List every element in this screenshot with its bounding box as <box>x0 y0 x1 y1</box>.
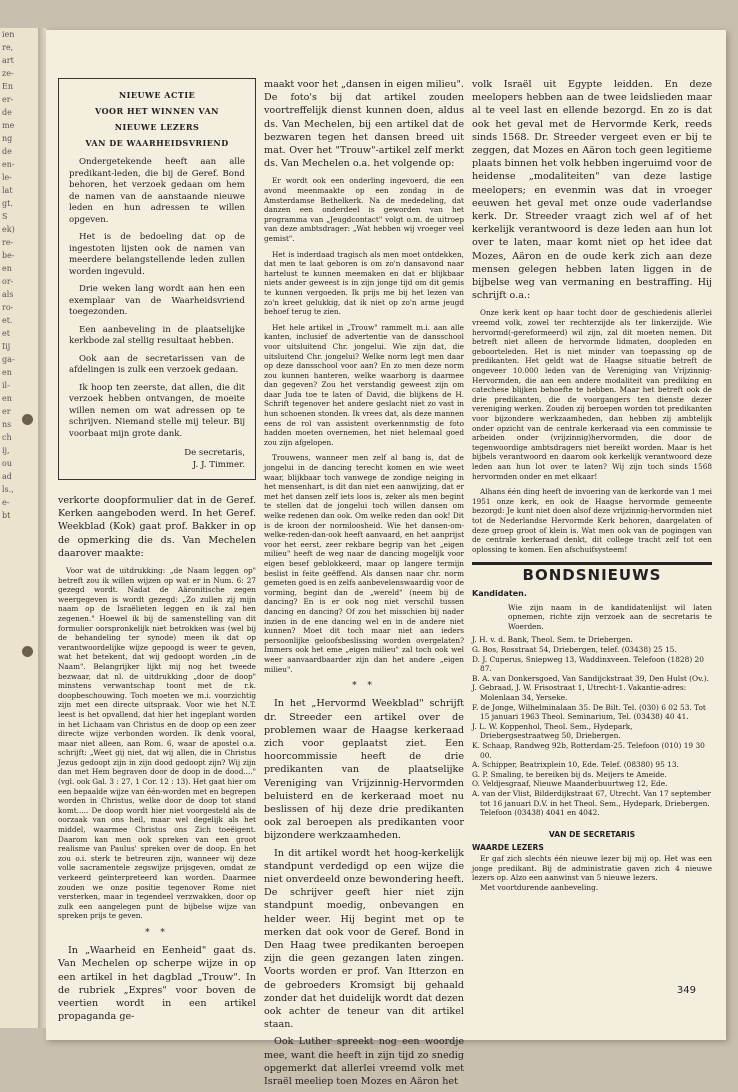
quote-paragraph: Voor wat de uitdrukking: „de Naam leggen op" betreft zou ik willen wijzen op wat er in Num. 6: 27 gezegd wordt. Nadat de Aäronitische zegen weergegeven is wordt gezegd: „Zo zullen zij mijn naam op de Israëlieten leggen en ik zal hen zegenen." Hoewel ik bij de samenstelling van dit formulier oorspronkelijk niet betrokken was (wel bij de behandeling ter synode) meen ik dat op verantwoordelijke wijze gepoogd is weer te geven, wat het betekent, dat wij gedoopt worden „in de Naam". Belangrijker lijkt mij nog het tweede bezwaar, dat nl. de uitdrukking „door de doop" minstens verwantschap toont met de r.k. doopbeschouwing. Toch moeten we m.i. voorzichtig zijn met een directe uitspraak. Voor wie het N.T. leest is het opvallend, dat hier het ingeplant worden in het Lichaam van Christus en de doop op een zeer directe wijze verbonden worden. Ik denk vooral, maar niet alleen, aan Rom. 6, waar de apostel o.a. schrijft: „Weet gij niet, dat wij allen, die in Christus Jezus gedoopt zijn in zijn dood gedoopt zijn? Wij zijn dan met Hem begraven door de doop in de dood...." (vgl. ook Gal. 3 : 27, 1 Cor. 12 : 13). Het gaat hier om een bepaalde wijze van één-worden met en begrepen worden in Christus, welke door de doop tot stand komt..... De doop wordt hier niet voorgesteld als de oorzaak van ons heil, maar wel degelijk als het middel, waarmee Christus ons Zich toeëigent. Daarom kan men ook spreken van een groot realisme van Paulus' spreken over de doop. En het zou o.i. sterk te betreuren zijn, wanneer wij deze volle sacramentele zegswijze prijsgeven, omdat ze verkeerd geïnterpreteerd kan worden. Daarmee zouden we onze positie tegenover Rome niet versterken, maar in tegendeel verzwakken, door op zulk een aangelegen punt de bijbelse wijze van spreken prijs te geven. <box>58 566 256 921</box>
candidate-entry: O. Veldjesgraaf, Nieuwe Maanderbuurtweg 12, Ede. <box>472 779 668 789</box>
prev-page-fragment: ls., <box>2 485 14 494</box>
notice-box <box>58 78 256 480</box>
body-paragraph: volk Israël uit Egypte leidden. En deze meelopers hebben aan de twee leidslieden maar al te veel last en ellende bezorgd. En zo is dat ook het geval met de Hervormde Kerk, reeds sinds 1568. Dr. Streeder vergeet even er bij te zeggen, dat Mozes en Aäron toch geen legitieme plaats binnen het volk hebben ingeruimd voor de heidense „modaliteiten" van deze lastige meelopers; en evenmin was dat in vroeger eeuwen het geval met onze oude vaderlandse kerk. Dr. Streeder vraagt zich wel af of het kerkelijk verantwoord is deze leden aan hun lot over te laten, maar komt niet op het idee dat Mozes, Aäron en de oude kerk zich aan deze mensen gelegen hebben laten liggen in de bijbelse weg van vermaning en bestraffing. Hij schrijft o.a.: <box>472 79 712 302</box>
prev-page-fragment: lat <box>2 186 13 195</box>
signature-role: De secretaris, <box>184 448 245 458</box>
magazine-page <box>46 30 726 1087</box>
prev-page-fragment: de <box>2 147 12 156</box>
prev-page-fragment: S <box>2 212 8 221</box>
prev-page-fragment: be- <box>2 251 15 260</box>
notice-paragraph: Ik hoop ten zeerste, dat allen, die dit verzoek hebben ontvangen, de moeite willen nemen om wat adressen op te schrijven. Niemand stelle mij teleur. Bij voorbaat mijn grote dank. <box>69 382 245 439</box>
notice-paragraph: Ook aan de secretarissen van de afdelingen is zulk een verzoek gedaan. <box>69 353 245 375</box>
page-number: 349 <box>676 985 696 996</box>
secretary-body: Er gaf zich slechts één nieuwe lezer bij mij op. Het was een jonge predikant. Bij de administratie gaven zich 4 nieuwe lezers op. Alzo een aanwinst van 5 nieuwe lezers. <box>472 854 712 883</box>
prev-page-fragment: Iij <box>2 342 11 351</box>
candidate-entry: J. H. v. d. Bank, Theol. Sem. te Driebergen. <box>472 635 633 645</box>
section-heading-bondsnieuws: BONDSNIEUWS <box>472 562 712 582</box>
prev-page-fragment: et <box>2 329 10 338</box>
candidate-entry: G. Bos, Rosstraat 54, Driebergen, telef. (03438) 25 15. <box>472 645 677 655</box>
candidate-entry: A. van der Vlist, Bilderdijkstraat 67, Utrecht. Van 17 september tot 16 januari D.V. in het Theol. Sem., Hydepark, Driebergen. Telefoon (03438) 4041 en 4042. <box>472 788 711 818</box>
body-paragraph: verkorte doopformulier dat in de Geref. Kerken aangeboden werd. In het Geref. Weekblad (Kok) gaat prof. Bakker in op de opmerking die ds. Van Mechelen daarover maakte: <box>58 495 256 559</box>
prev-page-fragment: en <box>2 368 12 377</box>
prev-page-fragment: ns <box>2 420 12 429</box>
candidate-entry: F. de Jonge, Wilhelminalaan 35. De Bilt. Tel. (030) 6 02 53. Tot 15 januari 1963 Theol. Seminarium, Tel. (03438) 40 41. <box>472 702 706 722</box>
prev-page-fragment: et. <box>2 316 13 325</box>
section-divider: * * <box>352 681 376 692</box>
previous-page-edge <box>0 28 40 1028</box>
prev-page-fragment: de <box>2 108 12 117</box>
body-paragraph: In dit artikel wordt het hoog-kerkelijk standpunt verdedigd op een wijze die niet onverdeeld onze bewondering heeft. De schrijver geeft hier niet zijn standpunt moedig, onbevangen en helder weer. Hij begint met op te merken dat ook voor de Geref. Bond in Den Haag twee predikanten beroepen zijn die geen gezangen laten zingen. Voorts worden er prof. Van Itterzon en de gebroeders Kromsigt bij gehaald zonder dat het duidelijk wordt dat dezen ook achter de teneur van dit artikel staan. <box>264 847 464 1031</box>
prev-page-fragment: en <box>2 394 12 403</box>
quote-paragraph: Het is inderdaad tragisch als men moet ontdekken, dat men te laat geboren is om zo'n dansavond naar hartelust te kunnen meemaken en dat er blijkbaar niets ander geweest is in zijn jonge tijd om dit gemis te kunnen vergoeden. Ik prijs me bij het lezen van zo'n kreet gelukkig, dat ik niet op zo'n arme jeugd behoef terug te zien. <box>264 249 464 317</box>
prev-page-fragment: re- <box>2 238 14 247</box>
prev-page-fragment: le- <box>2 173 12 182</box>
column-left <box>58 78 256 1027</box>
signature-name: J. J. Timmer. <box>192 459 245 470</box>
quote-paragraph: Er wordt ook een onderling ingevoerd, die een avond meenmaakte op een zondag in de Amsterdamse Bethelkerk. Na de mededeling, dat danzen een onderdeel is geworden van het programma van „Jeugdcontact" volgt o.m. de uitroep van deze ambtsdrager: „Wat hebben wij vroeger veel gemist". <box>264 176 464 243</box>
body-paragraph: maakt voor het „dansen in eigen milieu". De foto's bij dat artikel zouden voortreffelijk dienst kunnen doen, aldus ds. Van Mechelen, bij een artikel dat de bezwaren tegen het dansen breed uit mat. Over het "Trouw"-artikel zelf merkt ds. Van Mechelen o.a. het volgende op: <box>264 79 464 170</box>
prev-page-fragment: art <box>2 56 14 65</box>
column-right <box>472 78 712 893</box>
prev-page-fragment: re, <box>2 43 14 52</box>
prev-page-fragment: ij, <box>2 446 10 455</box>
secretary-body: Met voortdurende aanbeveling. <box>480 882 599 892</box>
prev-page-fragment: en <box>2 264 12 273</box>
prev-page-fragment: ng <box>2 134 13 143</box>
prev-page-fragment: bt <box>2 511 11 520</box>
prev-page-fragment: en- <box>2 160 15 169</box>
body-paragraph: Ook Luther spreekt nog een woordje mee, want die heeft in zijn tijd zo snedig opgemerkt dat allerlei vreemd volk met Israël meeliep toen Mozes en Aäron het <box>264 1036 464 1087</box>
prev-page-fragment: als <box>2 290 14 299</box>
column-middle <box>264 78 464 1092</box>
candidate-entry: J. Gebraad, J. W. Frisostraat 1, Utrecht-1. Vakantie-adres: Molenlaan 34, Yerseke. <box>472 683 687 703</box>
prev-page-fragment: il- <box>2 381 10 390</box>
prev-page-fragment: ou <box>2 459 12 468</box>
section-divider: * * <box>145 927 169 938</box>
notice-paragraph: Het is de bedoeling dat op de ingestoten lijsten ook de namen van meerdere belangstellende leden zullen worden ingevuld. <box>69 232 245 277</box>
prev-page-fragment: ien <box>2 30 15 39</box>
candidate-entry: G. P. Smaling, te bereiken bij ds. Meijers te Ameide. <box>472 769 667 779</box>
notice-paragraph: Ondergetekende heeft aan alle predikant-leden, die bij de Geref. Bond behoren, het verzoek gedaan om hem de namen van de aanstaande nieuwe leden en hun adressen te willen opgeven. <box>69 157 245 225</box>
prev-page-fragment: e- <box>2 498 10 507</box>
prev-page-fragment: er- <box>2 95 14 104</box>
prev-page-fragment: or- <box>2 277 14 286</box>
notice-paragraph: Een aanbeveling in de plaatselijke kerkbode zal stellig resultaat hebben. <box>69 324 245 346</box>
candidate-entry: A. Schipper, Beatrixplein 10, Ede. Telef. (08380) 95 13. <box>472 760 679 770</box>
notice-paragraph: Drie weken lang wordt aan hen een exemplaar van de Waarheidsvriend toegezonden. <box>69 284 245 317</box>
candidates-list <box>472 635 712 817</box>
candidate-entry: K. Schaap, Randweg 92b, Rotterdam-25. Telefoon (010) 19 30 00. <box>472 741 705 760</box>
prev-page-fragment: ro- <box>2 303 14 312</box>
secretary-subheading: WAARDE LEZERS <box>472 842 544 852</box>
quote-paragraph: Trouwens, wanneer men zelf al bang is, dat de jongelui in de dancing terecht komen en wie weet waar, blijkbaar toch vanwege de zondige neiging in het mensenhart, is dit dan niet een aanwijzing, dat er met het dansen zelf iets loos is, zeker als men begint te stellen dat de jongelui toch willen dansen om welke redenen dan ook. Om welke reden dan ook! Dit is de kroon der normloosheid. Wie het dansen-om-welke-reden-dan-ook heeft aanvaard, en het aanprijst voor het eerst, zeer rekbare begrip van het „eigen milieu" heeft de weg naar de dancing mogelijk voor eigen besef geblokkeerd, maar op langere termijn beslist in feite geëffend. Als dansen naar chr. norm gemeten goed is en zelfs aanbevelenswaardig voor de vorming, begint dan de „wereld" (neem bij de dancing? En is er ook nog niet verschil tussen dancing en dancing? Of zou het misschien bij nader inzien in de ene dancing wel en in de andere niet kunnen? Moet dit toch maar niet aan ieders persoonlijke geloofsbeslissing worden overgelaten? Immers ook het eme „eigen milieu" zal toch ook wel weer aanvaardbaarder zijn dan het andere „eigen milieu". <box>264 453 464 674</box>
binding-hole <box>22 414 33 425</box>
body-paragraph: In het „Hervormd Weekblad" schrijft dr. Streeder een artikel over de problemen waar de Haagse kerkeraad zich voor geplaatst ziet. Een hoorcommissie heeft de drie predikanten van de plaatselijke Vereniging van Vrijzinnig-Hervormden beluisterd en de kerkeraad moet nu beslissen of hij deze drie predikanten ook zal beroepen als predikanten voor bijzondere werkzaamheden. <box>264 698 464 842</box>
candidate-entry: B. A. van Donkersgoed, Van Sandijckstraat 39, Den Hulst (Ov.). <box>472 673 710 683</box>
notice-title: NIEUWE LEZERS <box>114 122 200 132</box>
body-paragraph: In „Waarheid en Eenheid" gaat ds. Van Mechelen op scherpe wijze in op een artikel in het dagblad „Trouw". In de rubriek „Expres" voor boven de veertien wordt in een artikel propaganda ge- <box>58 945 256 1023</box>
quote-paragraph: Alhans één ding heeft de invoering van de kerkorde van 1 mei 1951 onze kerk, en ook de Haagse hervormde gemeente bezorgd: Je kunt niet doen alsof deze vrijzinnig-hervormden niet tot de Nederlandse Hervormde Kerk behoren, daargelaten of deze groep groot of klein is. Wat men ook van de pogingen van de centrale kerkeraad denkt, dit college tracht zelf tot een oplossing te komen. Een afschuifsysteem! <box>472 487 712 554</box>
candidate-entry: J. L. W. Koppenhol, Theol. Sem., Hydepark, Driebergsestraatweg 50, Driebergen. <box>472 721 633 741</box>
candidates-heading: Kandidaten. <box>472 588 527 598</box>
notice-title: NIEUWE ACTIE <box>118 90 196 100</box>
notice-title: VAN DE WAARHEIDSVRIEND <box>85 138 229 148</box>
candidate-entry: D. J. Cuperus, Sniepweg 13, Waddinxveen. Telefoon (1828) 20 87. <box>472 654 704 674</box>
prev-page-fragment: En <box>2 82 13 91</box>
prev-page-fragment: ad <box>2 472 12 481</box>
candidates-intro: Wie zijn naam in de kandidatenlijst wil laten opnemen, richte zijn verzoek aan de secretaris te Woerden. <box>508 602 712 631</box>
prev-page-fragment: ze- <box>2 69 14 78</box>
secretary-heading: VAN DE SECRETARIS <box>548 829 636 839</box>
quote-paragraph: Onze kerk kent op haar tocht door de geschiedenis allerlei vreemd volk, zowel ter rechterzijde als ter linkerzijde. Wie hervormd(-gereformeerd) wil zijn, zal dit moeten nemen. Dit betreft niet alleen de hervormde lidmaten, doopleden en geboorteleden. Het is niet minder van toepassing op de predikanten. Het geldt wat de Haagse situatie betreft de ongeveer 10.000 leden van de Vereniging van Vrijzinnig-Hervormden, die aan een andere modaliteit van prediking en catechese blijken behoefte te hebben. Maar het betreft ook de drie predikanten, die de voorgangers ten dienste dezer vereniging werken. Zouden zij beroepen worden tot predikanten voor bijzondere werkzaamheden, dan hebben zij ambtelijk onder opzicht van de centrale kerkeraad via een commissie te arbeiden onder (vrijzinnig)hervormden, die door de tegenwoordige ambtsdragers niet bereikt worden. Maar is het bijbels verantwoord en daarom ook kerkelijk verantwoord deze leden aan hun lot over te laten? Wij zijn toch sinds 1568 hervormden onder en met elkaar! <box>472 308 712 481</box>
prev-page-fragment: me <box>2 121 15 130</box>
prev-page-fragment: gt. <box>2 199 13 208</box>
quote-paragraph: Het hele artikel in „Trouw" rammelt m.i. aan alle kanten, inclusief de advertentie van de dansschool voor uitsluitend Chr. jongelui. Wie zijn dat, die uitsluitend Chr. jongelui? Welke norm legt men daar op deze dansschool voor aan? En zo men deze norm zou kunnen hanteren, welke waarborg is daarmee dan gegeven? Zou het verstandig geweest zijn om daar Juda toe te laten of David, die blijkens de H. Schrift tegenover het andere geslacht niet zo vast in hun schoenen stonden. Ik vrees dat, als deze mannen eens de rol van assistent overkennmstig de foto hadden moeten overnemen, het niet helemaal goed zou zijn afgelopen. <box>264 322 464 447</box>
prev-page-fragment: ek) <box>2 225 15 234</box>
notice-title: VOOR HET WINNEN VAN <box>95 106 219 116</box>
prev-page-fragment: ga- <box>2 355 15 364</box>
prev-page-fragment: er <box>2 407 11 416</box>
book-spine <box>38 28 46 1028</box>
binding-hole <box>22 646 33 657</box>
prev-page-fragment: ch <box>2 433 12 442</box>
